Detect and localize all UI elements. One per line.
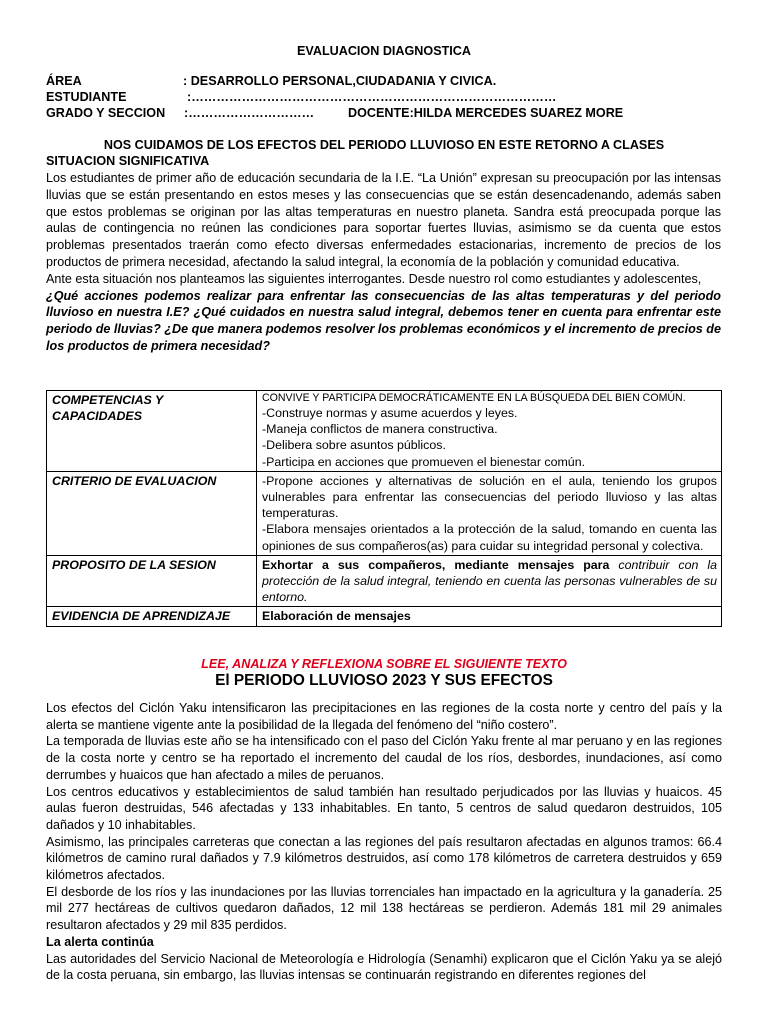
situation-questions: ¿Qué acciones podemos realizar para enfrentar las consecuencias de las altas temperaturas y del periodo lluvioso en nuestra I.E? ¿Qué cuidados en nuestra salud integral, debemos tener en cuenta para enfrentar este periodo de lluvias? ¿De que manera podemos resolver los problemas económicos y el incremento de precios de los productos de primera necesidad? [46, 288, 721, 353]
proposito-cell [257, 555, 722, 607]
criterio-item: -Elabora mensajes orientados a la protección de la salud, tomando en cuenta las opiniones de sus compañeros(as) para cuidar su integridad personal y colectiva. [262, 522, 717, 553]
reading-paragraph: El desborde de los ríos y las inundaciones por las lluvias torrenciales han impactado en la agricultura y la ganadería. 25 mil 277 hectáreas de cultivos quedaron dañados, 12 mil 138 hectáreas se perdieron. Además 181 mil 29 animales resultaron afectados y 29 mil 835 perdidos. [46, 884, 722, 933]
table-row [47, 471, 722, 555]
table-row [47, 391, 722, 472]
capacidad-item: -Construye normas y asume acuerdos y leyes. [262, 406, 518, 420]
situation-paragraph: Los estudiantes de primer año de educación secundaria de la I.E. “La Unión” expresan su preocupación por las intensas lluvias que se están presentando en estos meses y las consecuencias que se están desencadenando, además saben que estos problemas se originan por las altas temperaturas en nuestro planeta. Sandra está preocupada porque las aulas de contingencia no reúnen las condiciones para soportar fuertes lluvias, asimismo se da cuenta que estos problemas presentados traerán como efecto diversas enfermedades estacionarias, incremento de precios de los productos de primera necesidad, afectando la salud integral, la economía de la población y comunidad educativa. [46, 171, 721, 269]
competencias-label: COMPETENCIAS Y CAPACIDADES [47, 391, 257, 472]
competencia-heading: CONVIVE Y PARTICIPA DEMOCRÁTICAMENTE EN LA BÚSQUEDA DEL BIEN COMÚN. [262, 392, 686, 404]
grade-label: GRADO Y SECCION [46, 106, 166, 120]
capacidad-item: -Participa en acciones que promueven el bienestar común. [262, 454, 586, 469]
area-value: : DESARROLLO PERSONAL,CIUDADANIA Y CIVICA. [183, 74, 497, 88]
capacidad-item: -Delibera sobre asuntos públicos. [262, 438, 446, 453]
reading-paragraph: Asimismo, las principales carreteras que conectan a las regiones del país resultaron afectadas en algunos tramos: 66.4 kilómetros de camino rural dañados y 7.9 kilómetros destruidos, así como 178 kilómetros de carretera destruidos y 659 kilómetros afectados. [46, 834, 722, 883]
evidencia-label: EVIDENCIA DE APRENDIZAJE [47, 607, 257, 626]
grade-value: :………………………… [184, 106, 315, 120]
reading-title: El PERIODO LLUVIOSO 2023 Y SUS EFECTOS [215, 672, 553, 689]
area-label: ÁREA [46, 74, 82, 88]
reading-instruction: LEE, ANALIZA Y REFLEXIONA SOBRE EL SIGUIENTE TEXTO [201, 657, 567, 671]
reading-paragraph: La temporada de lluvias este año se ha intensificado con el paso del Ciclón Yaku frente al mar peruano y en las regiones de la costa norte y centro se ha reportado el incremento del caudal de los ríos, desbordes, inundaciones, así como derrumbes y huaicos que han afectado a miles de peruanos. [46, 734, 722, 782]
student-value: :…………………………………………………………………………… [187, 90, 557, 104]
situation-intro-questions: Ante esta situación nos planteamos las siguientes interrogantes. Desde nuestro rol como estudiantes y adolescentes, [46, 271, 702, 286]
reading-paragraph: Los efectos del Ciclón Yaku intensificaron las precipitaciones en las regiones de la costa norte y centro del país y la alerta se mantiene vigente ante la posibilidad de la llegada del fenómeno del “niño costero”. [46, 701, 722, 732]
competencias-cell [257, 391, 722, 472]
table-row [47, 555, 722, 607]
document-title: EVALUACION DIAGNOSTICA [297, 44, 471, 58]
proposito-label: PROPOSITO DE LA SESION [47, 555, 257, 607]
criterio-cell [257, 471, 722, 555]
proposito-italic-text: contribuir con la protección de la salud integral, teniendo en cuenta las personas vulnerables de su entorno. [262, 557, 717, 605]
criterio-item: -Propone acciones y alternativas de solución en el aula, teniendo los grupos vulnerables para enfrentar las consecuencias del periodo lluvioso y las altas temperaturas. [262, 473, 717, 521]
reading-paragraph: Las autoridades del Servicio Nacional de Meteorología e Hidrología (Senamhi) explicaron que el Ciclón Yaku ya se alejó de la costa peruana, sin embargo, las lluvias intensas se continuarán registrando en diferentes regiones del [46, 951, 722, 983]
capacidad-item: -Maneja conflictos de manera constructiva. [262, 422, 498, 437]
situation-title: NOS CUIDAMOS DE LOS EFECTOS DEL PERIODO LLUVIOSO EN ESTE RETORNO A CLASES [103, 138, 665, 152]
evidencia-value: Elaboración de mensajes [257, 607, 722, 626]
teacher-name: DOCENTE:HILDA MERCEDES SUAREZ MORE [348, 106, 624, 120]
reading-paragraph: Los centros educativos y establecimientos de salud también han resultado perjudicados por las lluvias y huaicos. 45 aulas fueron destruidas, 546 afectadas y 133 inhabitables. En tanto, 5 centros de salud quedaron destruidos, 105 dañados y 10 inhabitables. [46, 784, 722, 832]
student-label: ESTUDIANTE [46, 90, 127, 104]
situation-label: SITUACION SIGNIFICATIVA [46, 154, 210, 168]
criterio-label: CRITERIO DE EVALUACION [47, 471, 257, 555]
reading-subheading: La alerta continúa [46, 934, 154, 949]
situation-body [46, 170, 721, 355]
reading-text [46, 700, 722, 984]
competencies-table [46, 390, 722, 627]
table-row [47, 607, 722, 626]
proposito-bold-text: Exhortar a sus compañeros, mediante mensajes para [262, 557, 610, 572]
